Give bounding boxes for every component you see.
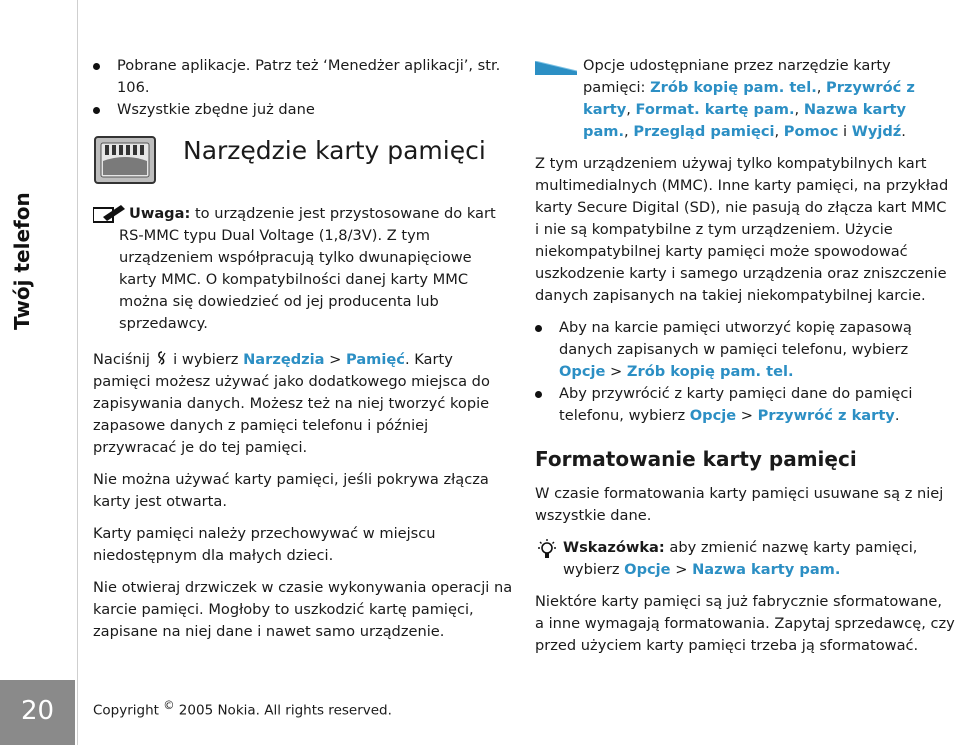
right-column (535, 55, 955, 657)
note-text: to urządzenie jest przystosowane do kart RS-MMC typu Dual Voltage (1,8/3V). Z tym urządzeniem współpracują tylko dwunapięciowe karty MMC. O kompatybilności danej karty MMC można się dowiedzieć od jej producenta lub sprzedawcy. (119, 205, 496, 332)
copyright-symbol: © (163, 699, 175, 712)
text: , (626, 101, 636, 118)
keyword: Przywróć z karty (757, 407, 895, 424)
paragraph: Z tym urządzeniem używaj tylko kompatybilnych kart multimedialnych (MMC). Inne karty pamięci, na przykład karty Secure Digital (SD), nie pasują do złącza kart MMC i nie są kompatybilne z tym urządzeniem. Użycie niekompatybilnej karty pamięci może spowodować uszkodzenie karty i samego urządzenia oraz zniszczenie danych zapisanych na takiej niekompatybilnej karcie. (535, 155, 949, 304)
text: . (901, 123, 906, 140)
keyword-memory: Pamięć (346, 351, 405, 368)
options-wedge-icon (535, 61, 577, 75)
note-label: Uwaga: (129, 205, 191, 222)
tip-label: Wskazówka: (563, 539, 665, 556)
note-pencil-icon (93, 205, 127, 223)
bullet-icon (535, 391, 542, 398)
tip-paragraph (535, 537, 955, 581)
keyword: Zrób kopię pam. tel. (650, 79, 817, 96)
page-number-box (0, 680, 75, 745)
bullet-icon (93, 107, 100, 114)
keyword: Format. kartę pam. (635, 101, 795, 118)
text: . Karty pamięci możesz używać jako dodatkowego miejsca do zapisywania danych. Możesz też na niej tworzyć kopie zapasowe danych z pamięci telefonu i później przywracać je do tej pamięci. (93, 351, 490, 456)
keyword: Opcje (559, 363, 606, 380)
keyword: Przywróć z karty (583, 79, 915, 118)
text: Aby przywrócić z karty pamięci dane do pamięci telefonu, wybierz (559, 385, 913, 424)
text: . (894, 407, 900, 424)
bullet-icon (93, 63, 100, 70)
sidebar (0, 0, 74, 745)
page-number: 20 (20, 696, 55, 726)
keyword: Opcje (624, 561, 671, 578)
text: Naciśnij (93, 351, 155, 368)
list-item (535, 317, 955, 383)
text: , (794, 101, 804, 118)
text: , (624, 123, 634, 140)
list-item (93, 99, 513, 121)
chapter-title: Narzędzie karty pamięci (183, 136, 486, 165)
text: Aby na karcie pamięci utworzyć kopię zapasową danych zapisanych w pamięci telefonu, wybierz (559, 319, 912, 358)
text: Opcje udostępniane przez narzędzie karty pamięci: (583, 57, 891, 96)
menu-key-icon (155, 351, 169, 365)
text: > (324, 351, 347, 368)
sidebar-divider (77, 0, 78, 745)
copyright-text: 2005 Nokia. All rights reserved. (174, 702, 392, 719)
list-item (535, 383, 955, 427)
keyword: Opcje (689, 407, 737, 424)
text: > (670, 561, 693, 578)
note-paragraph (93, 203, 513, 335)
text: , (816, 79, 827, 96)
keyword: Przegląd pamięci (633, 123, 775, 140)
section-title (10, 190, 64, 330)
bullet-icon (535, 325, 542, 332)
text: aby zmienić nazwę karty pamięci, wybierz (563, 539, 918, 578)
paragraph: Nie można używać karty pamięci, jeśli pokrywa złącza karty jest otwarta. (93, 471, 489, 510)
list-item-text: Wszystkie zbędne już dane (117, 101, 315, 118)
paragraph: Karty pamięci należy przechowywać w miejscu niedostępnym dla małych dzieci. (93, 525, 436, 564)
options-paragraph (535, 55, 955, 143)
keyword: Wyjdź (851, 123, 902, 140)
keyword: Zrób kopię pam. tel. (626, 363, 794, 380)
text: , (774, 123, 784, 140)
lightbulb-icon (535, 538, 559, 560)
list-item (93, 55, 513, 99)
instructions-paragraph (93, 349, 513, 459)
copyright-footer (93, 699, 392, 719)
text: i wybierz (168, 351, 244, 368)
keyword: Pomoc (783, 123, 839, 140)
keyword: Nazwa karty pam. (583, 101, 907, 140)
text: i (838, 123, 852, 140)
paragraph: Nie otwieraj drzwiczek w czasie wykonywania operacji na karcie pamięci. Mogłoby to uszkodzić kartę pamięci, zapisane na niej dane i nawet samo urządzenie. (93, 579, 513, 640)
chapter-header (93, 135, 513, 197)
copyright-text: Copyright (93, 702, 164, 719)
section-heading: Formatowanie karty pamięci (535, 447, 857, 471)
paragraph: Niektóre karty pamięci są już fabrycznie sformatowane, a inne wymagają formatowania. Zapytaj sprzedawcę, czy przed użyciem karty pamięci trzeba ją sformatować. (535, 593, 955, 654)
paragraph: W czasie formatowania karty pamięci usuwane są z niej wszystkie dane. (535, 485, 944, 524)
text: > (605, 363, 627, 380)
memory-card-icon (93, 135, 157, 185)
left-column (93, 55, 513, 643)
section-title-text: Twój telefon (10, 192, 34, 330)
keyword: Nazwa karty pam. (692, 561, 841, 578)
list-item-text: Pobrane aplikacje. Patrz też ‘Menedżer aplikacji’, str. 106. (117, 57, 501, 96)
text: > (736, 407, 758, 424)
keyword-tools: Narzędzia (243, 351, 325, 368)
